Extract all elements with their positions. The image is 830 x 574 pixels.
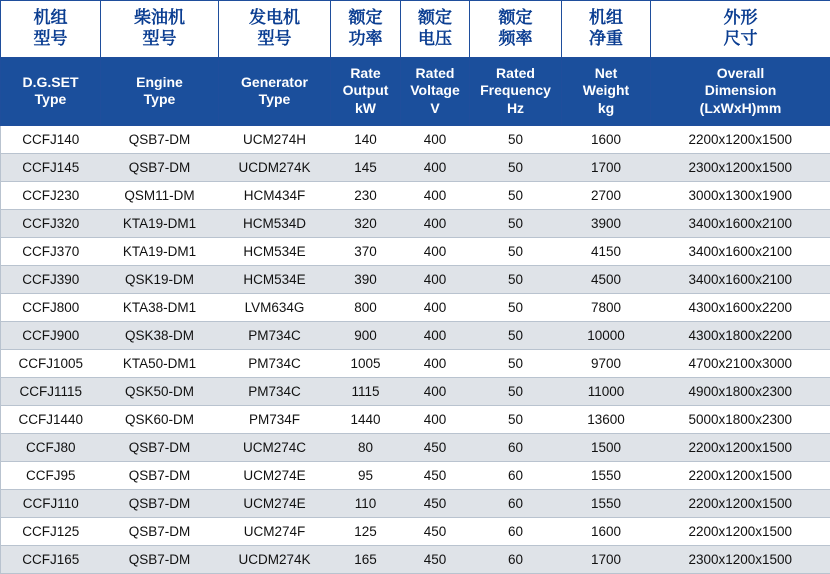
table-cell: QSM11-DM <box>101 182 219 210</box>
header-cn-engine-type: 柴油机 型号 <box>101 1 219 58</box>
table-cell: PM734C <box>219 322 331 350</box>
table-cell: CCFJ390 <box>1 266 101 294</box>
table-cell: 400 <box>401 154 470 182</box>
table-cell: QSB7-DM <box>101 490 219 518</box>
table-cell: 11000 <box>562 378 651 406</box>
table-cell: 13600 <box>562 406 651 434</box>
table-cell: 50 <box>470 154 562 182</box>
table-cell: 4900x1800x2300 <box>651 378 830 406</box>
table-cell: 3000x1300x1900 <box>651 182 830 210</box>
header-en-dgset-type: D.G.SET Type <box>1 58 101 126</box>
table-cell: 1005 <box>331 350 401 378</box>
table-cell: 95 <box>331 462 401 490</box>
table-cell: QSK19-DM <box>101 266 219 294</box>
table-cell: KTA19-DM1 <box>101 210 219 238</box>
table-row <box>1 126 830 154</box>
table-header <box>1 1 830 126</box>
table-cell: QSB7-DM <box>101 434 219 462</box>
table-cell: 7800 <box>562 294 651 322</box>
table-row <box>1 294 830 322</box>
table-cell: 50 <box>470 210 562 238</box>
table-cell: QSK50-DM <box>101 378 219 406</box>
table-cell: 50 <box>470 182 562 210</box>
table-cell: HCM534D <box>219 210 331 238</box>
table-cell: 1440 <box>331 406 401 434</box>
table-row <box>1 350 830 378</box>
table-cell: 450 <box>401 490 470 518</box>
header-en-rated-frequency: Rated Frequency Hz <box>470 58 562 126</box>
table-cell: 125 <box>331 518 401 546</box>
table-cell: 400 <box>401 126 470 154</box>
table-cell: 2200x1200x1500 <box>651 490 830 518</box>
table-body <box>1 126 830 574</box>
table-row <box>1 266 830 294</box>
table-row <box>1 210 830 238</box>
table-cell: 50 <box>470 406 562 434</box>
table-cell: 4150 <box>562 238 651 266</box>
table-cell: 50 <box>470 350 562 378</box>
table-row <box>1 238 830 266</box>
table-row <box>1 322 830 350</box>
table-cell: HCM534E <box>219 238 331 266</box>
table-cell: 2200x1200x1500 <box>651 434 830 462</box>
table-cell: 145 <box>331 154 401 182</box>
table-cell: 2300x1200x1500 <box>651 546 830 574</box>
table-cell: KTA19-DM1 <box>101 238 219 266</box>
table-cell: 400 <box>401 294 470 322</box>
table-cell: 80 <box>331 434 401 462</box>
table-cell: 3900 <box>562 210 651 238</box>
table-cell: 450 <box>401 518 470 546</box>
header-cn-overall-dimension: 外形 尺寸 <box>651 1 830 58</box>
table-cell: QSB7-DM <box>101 462 219 490</box>
table-cell: 2200x1200x1500 <box>651 518 830 546</box>
table-cell: 2200x1200x1500 <box>651 126 830 154</box>
table-cell: 400 <box>401 266 470 294</box>
table-cell: 370 <box>331 238 401 266</box>
table-cell: 60 <box>470 434 562 462</box>
table-cell: PM734C <box>219 350 331 378</box>
table-cell: 50 <box>470 238 562 266</box>
table-cell: 50 <box>470 378 562 406</box>
table-cell: 9700 <box>562 350 651 378</box>
table-cell: CCFJ145 <box>1 154 101 182</box>
header-row-english <box>1 58 830 126</box>
table-cell: CCFJ80 <box>1 434 101 462</box>
table-cell: 50 <box>470 294 562 322</box>
table-cell: 230 <box>331 182 401 210</box>
table-cell: UCDM274K <box>219 154 331 182</box>
header-cn-dgset-type: 机组 型号 <box>1 1 101 58</box>
table-cell: 50 <box>470 266 562 294</box>
table-cell: 2300x1200x1500 <box>651 154 830 182</box>
table-cell: CCFJ140 <box>1 126 101 154</box>
table-cell: 400 <box>401 406 470 434</box>
table-cell: QSB7-DM <box>101 546 219 574</box>
table-cell: 1115 <box>331 378 401 406</box>
table-cell: QSK38-DM <box>101 322 219 350</box>
table-row <box>1 378 830 406</box>
table-cell: HCM534E <box>219 266 331 294</box>
table-cell: 450 <box>401 462 470 490</box>
table-cell: CCFJ900 <box>1 322 101 350</box>
table-cell: PM734F <box>219 406 331 434</box>
table-cell: 1550 <box>562 462 651 490</box>
table-cell: 400 <box>401 238 470 266</box>
table-cell: 60 <box>470 518 562 546</box>
table-cell: UCDM274K <box>219 546 331 574</box>
table-cell: 4500 <box>562 266 651 294</box>
table-cell: 1700 <box>562 546 651 574</box>
table-cell: 5000x1800x2300 <box>651 406 830 434</box>
table-cell: 320 <box>331 210 401 238</box>
table-cell: 10000 <box>562 322 651 350</box>
header-row-chinese <box>1 1 830 58</box>
table-row <box>1 434 830 462</box>
table-cell: 4700x2100x3000 <box>651 350 830 378</box>
table-cell: CCFJ1440 <box>1 406 101 434</box>
table-cell: 110 <box>331 490 401 518</box>
table-cell: 400 <box>401 378 470 406</box>
table-cell: 50 <box>470 126 562 154</box>
table-row <box>1 154 830 182</box>
header-en-rate-output: Rate Output kW <box>331 58 401 126</box>
table-cell: QSB7-DM <box>101 154 219 182</box>
table-cell: 390 <box>331 266 401 294</box>
header-cn-rated-voltage: 额定 电压 <box>401 1 470 58</box>
table-cell: CCFJ95 <box>1 462 101 490</box>
table-cell: QSB7-DM <box>101 126 219 154</box>
table-cell: 450 <box>401 546 470 574</box>
table-cell: 1700 <box>562 154 651 182</box>
table-cell: 4300x1600x2200 <box>651 294 830 322</box>
header-en-rated-voltage: Rated Voltage V <box>401 58 470 126</box>
table-cell: PM734C <box>219 378 331 406</box>
table-cell: CCFJ1005 <box>1 350 101 378</box>
table-cell: UCM274E <box>219 490 331 518</box>
table-cell: UCM274C <box>219 434 331 462</box>
table-cell: KTA50-DM1 <box>101 350 219 378</box>
table-row <box>1 182 830 210</box>
table-cell: 1600 <box>562 518 651 546</box>
table-cell: 60 <box>470 462 562 490</box>
table-cell: 3400x1600x2100 <box>651 210 830 238</box>
table-cell: CCFJ800 <box>1 294 101 322</box>
table-cell: 900 <box>331 322 401 350</box>
table-cell: UCM274H <box>219 126 331 154</box>
table-row <box>1 490 830 518</box>
table-cell: 2700 <box>562 182 651 210</box>
table-cell: 400 <box>401 182 470 210</box>
table-cell: 800 <box>331 294 401 322</box>
table-row <box>1 546 830 574</box>
table-cell: 60 <box>470 546 562 574</box>
table-row <box>1 462 830 490</box>
table-cell: QSB7-DM <box>101 518 219 546</box>
table-cell: 1550 <box>562 490 651 518</box>
header-cn-net-weight: 机组 净重 <box>562 1 651 58</box>
table-cell: 400 <box>401 210 470 238</box>
table-cell: CCFJ230 <box>1 182 101 210</box>
table-cell: CCFJ320 <box>1 210 101 238</box>
table-cell: 1600 <box>562 126 651 154</box>
header-en-generator-type: Generator Type <box>219 58 331 126</box>
table-cell: UCM274F <box>219 518 331 546</box>
table-row <box>1 406 830 434</box>
table-cell: CCFJ125 <box>1 518 101 546</box>
table-cell: 3400x1600x2100 <box>651 238 830 266</box>
table-cell: 400 <box>401 350 470 378</box>
header-cn-rated-frequency: 额定 频率 <box>470 1 562 58</box>
table-cell: 400 <box>401 322 470 350</box>
table-cell: 140 <box>331 126 401 154</box>
table-row <box>1 518 830 546</box>
table-cell: LVM634G <box>219 294 331 322</box>
header-cn-rated-output: 额定 功率 <box>331 1 401 58</box>
table-cell: CCFJ370 <box>1 238 101 266</box>
header-en-engine-type: Engine Type <box>101 58 219 126</box>
table-cell: CCFJ1115 <box>1 378 101 406</box>
header-en-net-weight: Net Weight kg <box>562 58 651 126</box>
table-cell: 60 <box>470 490 562 518</box>
table-cell: KTA38-DM1 <box>101 294 219 322</box>
table-cell: UCM274E <box>219 462 331 490</box>
table-cell: CCFJ110 <box>1 490 101 518</box>
table-cell: 165 <box>331 546 401 574</box>
header-en-overall-dimension: Overall Dimension (LxWxH)mm <box>651 58 830 126</box>
table-cell: 450 <box>401 434 470 462</box>
table-cell: 3400x1600x2100 <box>651 266 830 294</box>
table-cell: 2200x1200x1500 <box>651 462 830 490</box>
header-cn-generator-type: 发电机 型号 <box>219 1 331 58</box>
table-cell: 1500 <box>562 434 651 462</box>
table-cell: 50 <box>470 322 562 350</box>
table-cell: CCFJ165 <box>1 546 101 574</box>
table-cell: 4300x1800x2200 <box>651 322 830 350</box>
table-cell: QSK60-DM <box>101 406 219 434</box>
table-cell: HCM434F <box>219 182 331 210</box>
